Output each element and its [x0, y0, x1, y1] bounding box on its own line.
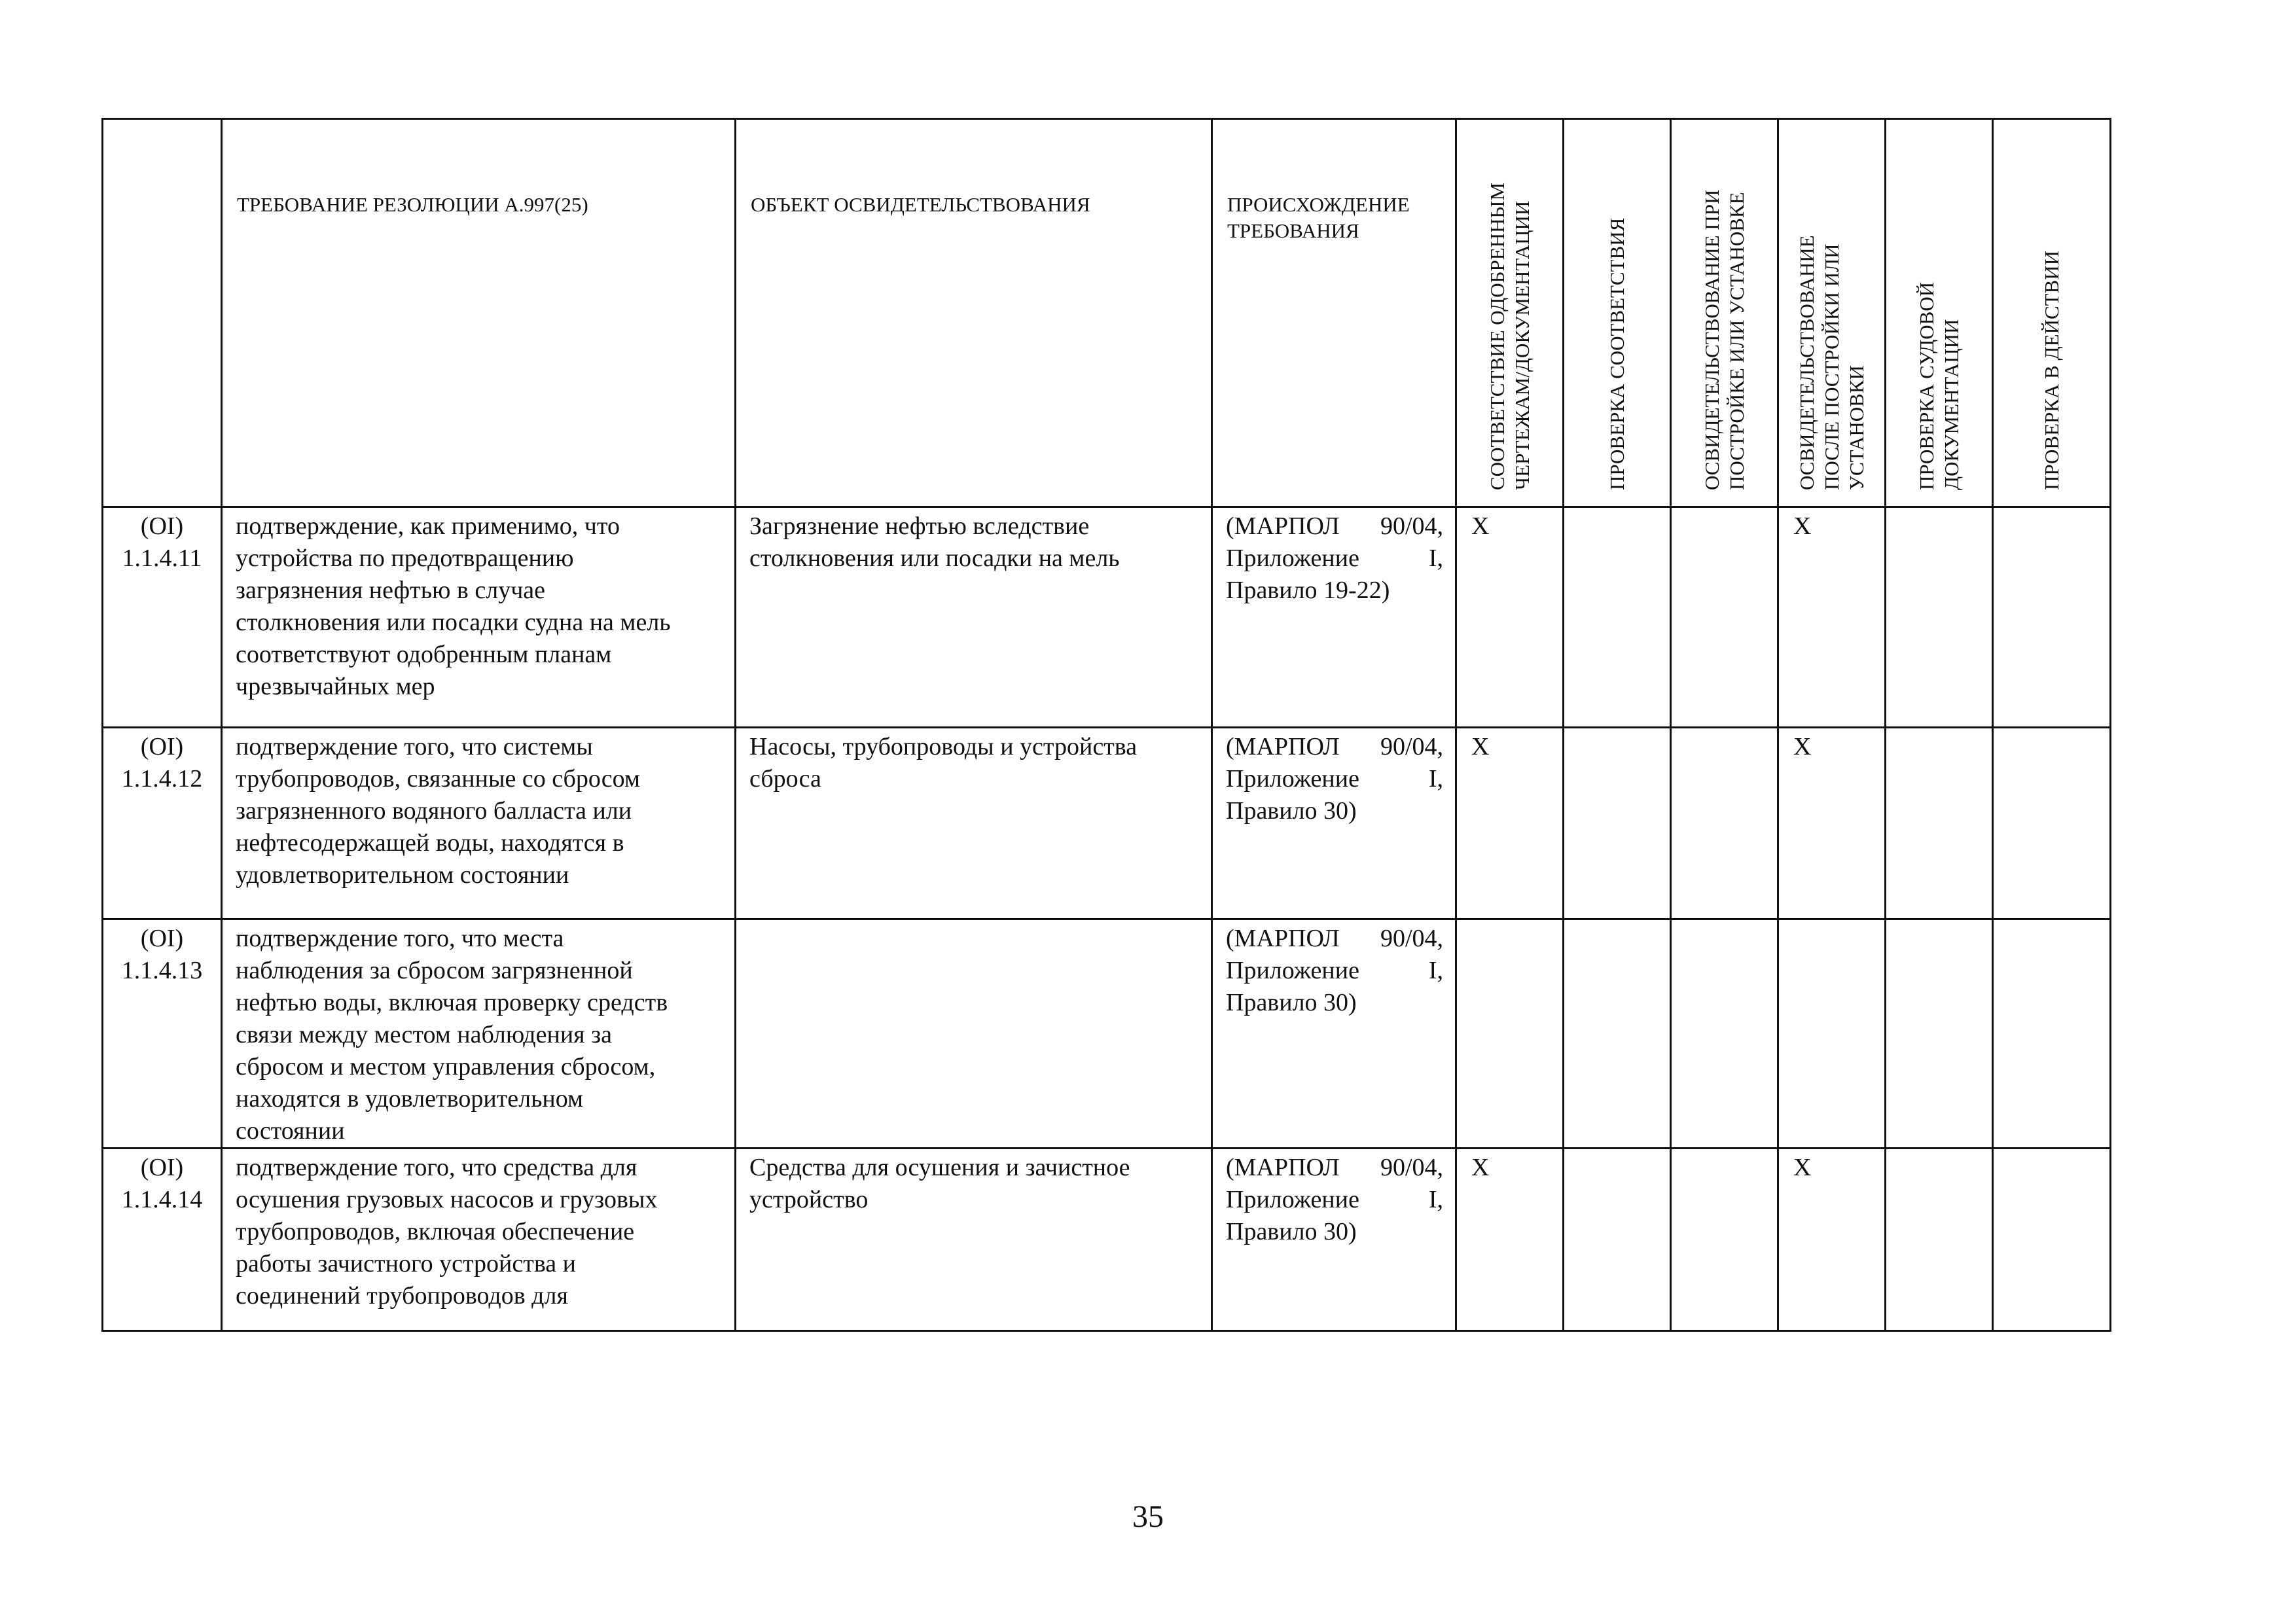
check-mark [1672, 728, 1777, 731]
header-ship-docs [1914, 282, 1964, 490]
origin-text: Правило 19-22) [1226, 577, 1390, 604]
object-line: сброса [749, 765, 821, 793]
header-cell-requirement [222, 119, 736, 507]
requirement-line: чрезвычайных мер [236, 673, 435, 700]
header-cell-compliance-check [1564, 119, 1671, 507]
mark-cell [1456, 728, 1564, 919]
origin-text: I, [1428, 957, 1443, 984]
mark-cell [1671, 728, 1778, 919]
row-requirement-cell [222, 1149, 736, 1331]
header-object: ОБЪЕКТ ОСВИДЕТЕЛЬСТВОВАНИЯ [751, 193, 1090, 216]
header-survey-build-line: ПОСТРОЙКЕ ИЛИ УСТАНОВКЕ [1725, 192, 1748, 490]
mark-cell [1564, 919, 1671, 1149]
check-mark [1564, 508, 1670, 510]
origin-text: Приложение [1226, 1186, 1359, 1213]
mark-cell [1456, 507, 1564, 728]
row-object-cell [736, 507, 1212, 728]
header-survey-after-line: ОСВИДЕТЕЛЬСТВОВАНИЕ [1795, 235, 1818, 490]
row-requirement-cell [222, 919, 736, 1149]
check-mark [1994, 1149, 2109, 1152]
row-id-prefix: (OI) [140, 512, 184, 540]
requirement-line: удовлетворительном состоянии [236, 861, 569, 889]
mark-cell [1564, 1149, 1671, 1331]
header-ship-docs-line: ДОКУМЕНТАЦИИ [1939, 319, 1963, 490]
mark-cell [1886, 507, 1993, 728]
header-compliance-check-line: ПРОВЕРКА СООТВЕТСТВИЯ [1605, 217, 1628, 490]
header-cell-operation-check [1993, 119, 2111, 507]
requirement-line: загрязнения нефтью в случае [236, 577, 546, 604]
row-requirement [223, 508, 734, 703]
origin-text: (МАРПОЛ [1226, 925, 1340, 952]
header-cell-ship-docs [1886, 119, 1993, 507]
row-id-number: 1.1.4.11 [122, 544, 202, 572]
requirement-line: соответствуют одобренным планам [236, 641, 612, 668]
mark-cell [1564, 507, 1671, 728]
mark-cell [1564, 728, 1671, 919]
origin-text: 90/04, [1380, 512, 1443, 540]
mark-cell [1886, 728, 1993, 919]
object-line: Загрязнение нефтью вследствие [749, 512, 1090, 540]
mark-cell [1671, 1149, 1778, 1331]
requirement-line: состоянии [236, 1117, 345, 1145]
check-mark [1994, 508, 2109, 510]
mark-cell [1778, 1149, 1886, 1331]
origin-text: I, [1428, 765, 1443, 793]
row-id-prefix: (OI) [140, 925, 184, 952]
origin-text: Приложение [1226, 765, 1359, 793]
header-origin-line: ТРЕБОВАНИЯ [1227, 219, 1359, 242]
mark-cell [1778, 507, 1886, 728]
header-cell-conformity [1456, 119, 1564, 507]
row-origin-cell [1212, 919, 1456, 1149]
header-operation-check-line: ПРОВЕРКА В ДЕЙСТВИИ [2039, 250, 2063, 490]
header-survey-after-line: ПОСЛЕ ПОСТРОЙКИ ИЛИ [1820, 243, 1843, 490]
table-row [103, 507, 2111, 728]
table-row [103, 728, 2111, 919]
requirement-line: подтверждение того, что места [236, 925, 564, 952]
row-id-cell [103, 728, 222, 919]
header-cell-survey-build [1671, 119, 1778, 507]
row-object-cell [736, 728, 1212, 919]
row-requirement [223, 920, 734, 1147]
requirement-line: находятся в удовлетворительном [236, 1085, 584, 1113]
mark-cell [1778, 919, 1886, 1149]
origin-text: Правило 30) [1226, 989, 1357, 1016]
row-id-cell [103, 507, 222, 728]
row-requirement-cell [222, 728, 736, 919]
header-ship-docs-line: ПРОВЕРКА СУДОВОЙ [1914, 281, 1938, 490]
row-origin-cell [1212, 1149, 1456, 1331]
row-id-number: 1.1.4.12 [121, 765, 203, 793]
header-survey-build-line: ОСВИДЕТЕЛЬСТВОВАНИЕ ПРИ [1700, 189, 1723, 490]
header-origin-line: ПРОИСХОЖДЕНИЕ [1227, 193, 1410, 216]
object-line: Средства для осушения и зачистное [749, 1154, 1130, 1181]
check-mark [1886, 728, 1992, 731]
row-requirement [223, 728, 734, 891]
table-row [103, 1149, 2111, 1331]
row-origin [1213, 1149, 1455, 1248]
row-origin-cell [1212, 507, 1456, 728]
object-line: столкновения или посадки на мель [749, 544, 1120, 572]
header-survey-build [1700, 190, 1749, 490]
mark-cell [1886, 1149, 1993, 1331]
check-mark: X [1793, 512, 1812, 540]
row-object-cell [736, 1149, 1212, 1331]
row-id [103, 1149, 221, 1216]
header-origin [1213, 120, 1455, 244]
header-cell-origin [1212, 119, 1456, 507]
mark-cell [1993, 1149, 2111, 1331]
check-mark [1886, 920, 1992, 923]
row-requirement-cell [222, 507, 736, 728]
mark-cell [1456, 1149, 1564, 1331]
requirement-line: нефтесодержащей воды, находятся в [236, 829, 624, 857]
requirement-line: связи между местом наблюдения за [236, 1021, 613, 1048]
object-line: устройство [749, 1186, 869, 1213]
requirement-line: сбросом и местом управления сбросом, [236, 1053, 656, 1080]
requirement-line: работы зачистного устройства и [236, 1250, 576, 1277]
check-mark [1994, 920, 2109, 923]
mark-cell [1993, 507, 2111, 728]
origin-text: Правило 30) [1226, 797, 1357, 825]
origin-text: Приложение [1226, 957, 1359, 984]
row-origin-cell [1212, 728, 1456, 919]
page-number: 35 [1132, 1499, 1164, 1534]
origin-text: I, [1428, 1186, 1443, 1213]
origin-text: 90/04, [1380, 925, 1443, 952]
row-object [736, 508, 1211, 575]
row-requirement [223, 1149, 734, 1312]
check-mark: X [1471, 733, 1490, 760]
origin-text: (МАРПОЛ [1226, 1154, 1340, 1181]
header-operation-check [2039, 251, 2064, 490]
mark-cell [1886, 919, 1993, 1149]
origin-text: Приложение [1226, 544, 1359, 572]
header-cell-survey-after [1778, 119, 1886, 507]
origin-text: I, [1428, 544, 1443, 572]
check-mark [1886, 508, 1992, 510]
check-mark [1672, 1149, 1777, 1152]
check-mark [1564, 728, 1670, 731]
requirement-line: трубопроводов, связанные со сбросом [236, 765, 641, 793]
object-line: Насосы, трубопроводы и устройства [749, 733, 1138, 760]
check-mark [1564, 1149, 1670, 1152]
check-mark: X [1471, 512, 1490, 540]
row-object [736, 920, 1211, 923]
requirement-line: трубопроводов, включая обеспечение [236, 1218, 635, 1245]
row-object [736, 728, 1211, 795]
check-mark [1457, 920, 1562, 923]
row-object [736, 1149, 1211, 1216]
row-id-number: 1.1.4.13 [121, 957, 203, 984]
requirement-line: подтверждение того, что средства для [236, 1154, 637, 1181]
header-cell-id [103, 119, 222, 507]
origin-text: Правило 30) [1226, 1218, 1357, 1245]
check-mark [1779, 920, 1884, 923]
requirement-line: подтверждение того, что системы [236, 733, 593, 760]
check-mark: X [1793, 733, 1812, 760]
check-mark: X [1471, 1154, 1490, 1181]
row-id-number: 1.1.4.14 [121, 1186, 203, 1213]
row-origin [1213, 920, 1455, 1019]
mark-cell [1671, 919, 1778, 1149]
requirement-line: нефтью воды, включая проверку средств [236, 989, 668, 1016]
requirement-line: соединений трубопроводов для [236, 1282, 568, 1310]
mark-cell [1778, 728, 1886, 919]
header-survey-after [1795, 235, 1869, 490]
row-origin [1213, 508, 1455, 607]
origin-text: (МАРПОЛ [1226, 512, 1340, 540]
mark-cell [1993, 728, 2111, 919]
origin-text: 90/04, [1380, 1154, 1443, 1181]
row-id-cell [103, 919, 222, 1149]
row-id [103, 728, 221, 795]
requirement-line: наблюдения за сбросом загрязненной [236, 957, 633, 984]
mark-cell [1671, 507, 1778, 728]
header-conformity [1485, 183, 1535, 490]
row-id-prefix: (OI) [140, 1154, 184, 1181]
survey-requirements-table [101, 118, 2111, 1332]
check-mark [1672, 920, 1777, 923]
origin-text: 90/04, [1380, 733, 1443, 760]
row-id-cell [103, 1149, 222, 1331]
table-header-row [103, 119, 2111, 507]
check-mark [1994, 728, 2109, 731]
mark-cell [1456, 919, 1564, 1149]
header-cell-object [736, 119, 1212, 507]
header-survey-after-line: УСТАНОВКИ [1844, 365, 1868, 490]
requirement-line: устройства по предотвращению [236, 544, 574, 572]
check-mark: X [1793, 1154, 1812, 1181]
row-id-prefix: (OI) [140, 733, 184, 760]
mark-cell [1993, 919, 2111, 1149]
requirement-line: загрязненного водяного балласта или [236, 797, 632, 825]
requirement-line: осушения грузовых насосов и грузовых [236, 1186, 658, 1213]
requirement-line: подтверждение, как применимо, что [236, 512, 620, 540]
header-requirement: ТРЕБОВАНИЕ РЕЗОЛЮЦИИ А.997(25) [237, 193, 588, 216]
check-mark [1672, 508, 1777, 510]
header-compliance-check [1605, 218, 1630, 490]
check-mark [1886, 1149, 1992, 1152]
requirement-line: столкновения или посадки судна на мель [236, 609, 671, 636]
origin-text: (МАРПОЛ [1226, 733, 1340, 760]
check-mark [1564, 920, 1670, 923]
table-row [103, 919, 2111, 1149]
header-conformity-line: СООТВЕТСТВИЕ ОДОБРЕННЫМ [1485, 182, 1509, 490]
row-id [103, 508, 221, 575]
row-origin [1213, 728, 1455, 827]
row-id [103, 920, 221, 987]
row-object-cell [736, 919, 1212, 1149]
header-conformity-line: ЧЕРТЕЖАМ/ДОКУМЕНТАЦИИ [1510, 200, 1534, 490]
